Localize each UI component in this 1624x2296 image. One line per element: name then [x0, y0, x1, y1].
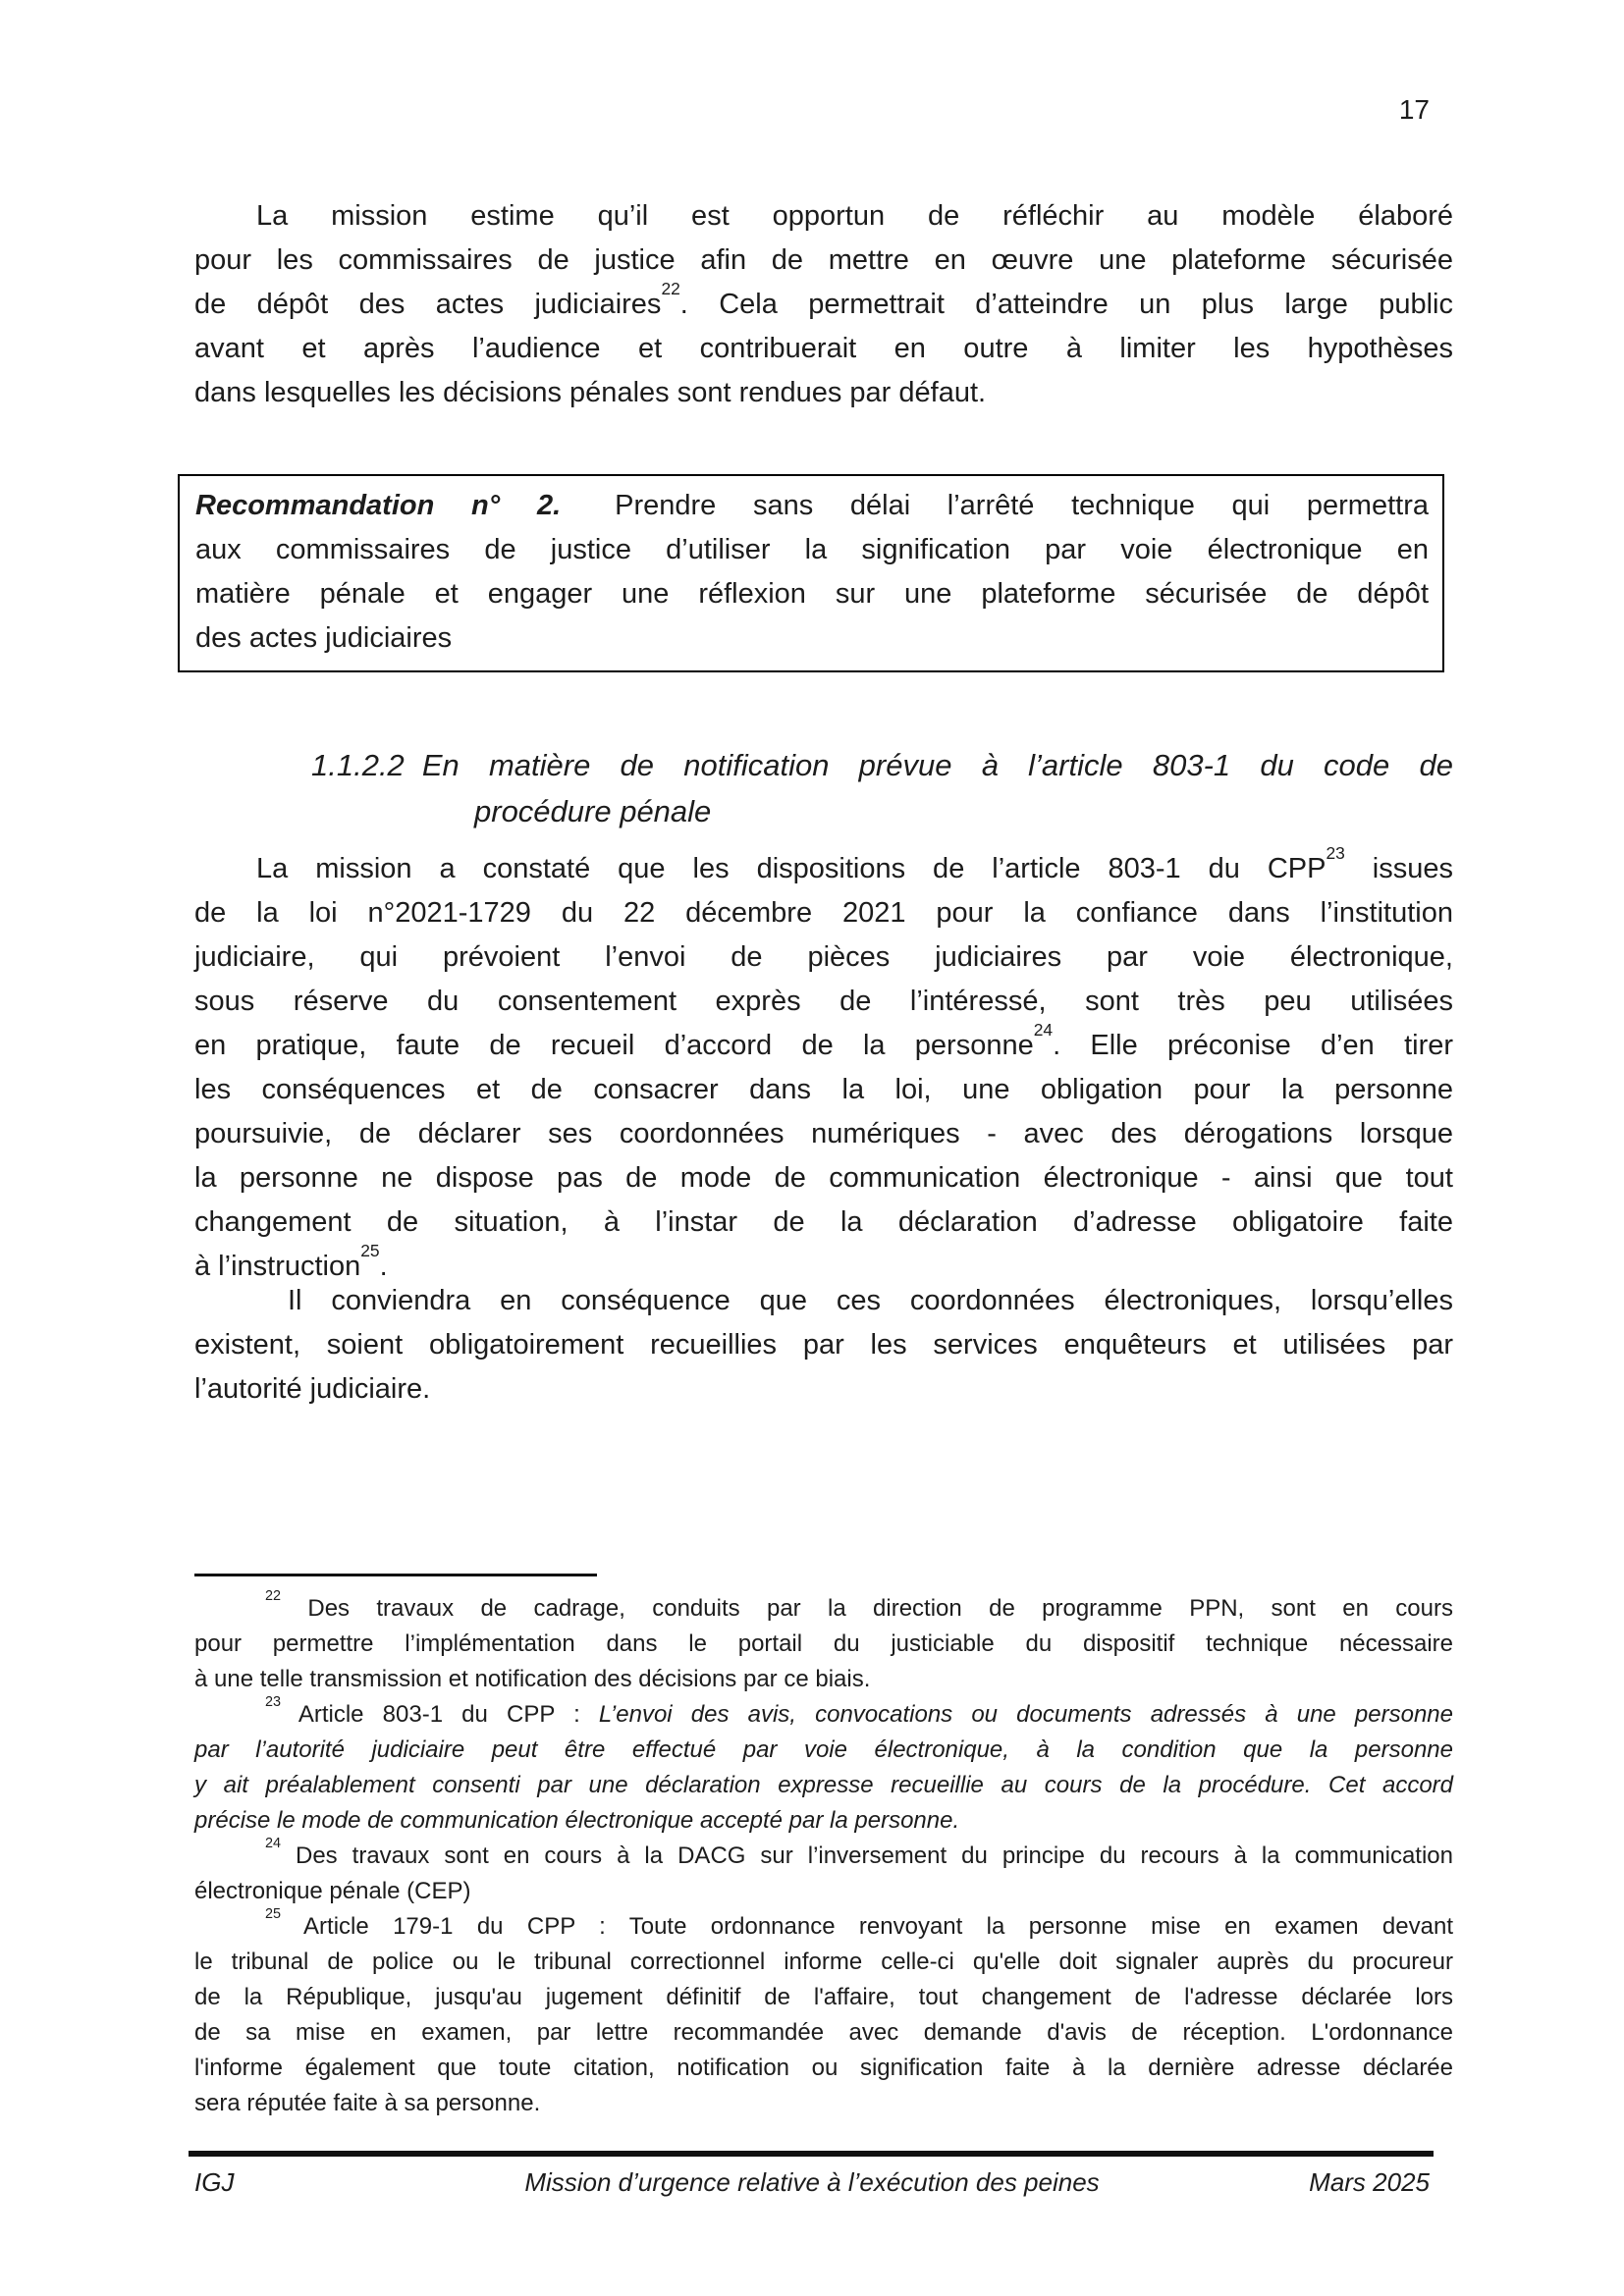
text-line: [194, 1980, 1453, 2015]
footnote-23: [194, 1693, 1453, 1839]
recommendation-box: [178, 474, 1444, 672]
text-line: [194, 935, 1453, 980]
page-number: 17: [1398, 94, 1430, 125]
text-segment: l'informe également que toute citation, notification ou signification faite à la dernière adresse déclarée: [194, 2055, 1453, 2081]
text-segment: judiciaire, qui prévoient l’envoi de pièces judiciaires par voie électronique,: [194, 941, 1453, 973]
text-segment: précise le mode de communication électronique accepté par la personne.: [194, 1807, 960, 1834]
text-segment: à l’instruction: [194, 1251, 361, 1282]
text-segment: la personne ne dispose pas de mode de communication électronique - ainsi que tout: [194, 1162, 1453, 1194]
text-segment: l’autorité judiciaire.: [194, 1373, 431, 1405]
text-segment: issues: [1344, 853, 1453, 884]
text-segment: de la loi n°2021-1729 du 22 décembre 2021 pour la confiance dans l’institution: [194, 897, 1453, 929]
text-line: [194, 327, 1453, 371]
text-line: [194, 1068, 1453, 1112]
text-line: [194, 1905, 1453, 1945]
text-segment: en pratique, faute de recueil d’accord de la personne: [194, 1030, 1034, 1061]
text-segment: sous réserve du consentement exprès de l’intéressé, sont très peu utilisées: [194, 986, 1453, 1017]
text-line: [194, 1587, 1453, 1627]
text-line: [194, 1279, 1453, 1323]
text-segment: le tribunal de police ou le tribunal correctionnel informe celle-ci qu'elle doit signaler auprès du procureur: [194, 1949, 1453, 1975]
text-segment: à une telle transmission et notification des décisions par ce biais.: [194, 1666, 871, 1692]
text-segment: dans lesquelles les décisions pénales sont rendues par défaut.: [194, 377, 987, 408]
text-line: [194, 891, 1453, 935]
text-segment: y ait préalablement consenti par une déclaration expresse recueillie au cours de la procédure. Cet accord: [194, 1772, 1453, 1798]
footer-org: IGJ: [194, 2167, 235, 2197]
text-line: [194, 788, 1453, 834]
text-line: [194, 1662, 1453, 1697]
text-line: [194, 1693, 1453, 1733]
text-line: [194, 1835, 1453, 1874]
text-line: [194, 842, 1453, 891]
footnote-reference: 22: [265, 1587, 282, 1604]
text-line: [194, 1323, 1453, 1367]
footer-rule: [189, 2151, 1434, 2157]
text-line: [194, 2086, 1453, 2121]
paragraph-article-803-1: [194, 842, 1454, 1289]
footnote-reference: 24: [265, 1835, 282, 1851]
text-segment: par l’autorité judiciaire peut être effectué par voie électronique, à la condition que la personne: [194, 1736, 1453, 1763]
footnote-25: [194, 1905, 1453, 2121]
footnote-reference: 24: [1033, 1019, 1054, 1040]
text-segment: Article 179-1 du CPP : Toute ordonnance renvoyant la personne mise en examen devant: [281, 1913, 1453, 1940]
text-line: [194, 2051, 1453, 2086]
text-line: [194, 1156, 1453, 1201]
text-line: [194, 194, 1453, 239]
text-segment: aux commissaires de justice d’utiliser la signification par voie électronique en: [195, 534, 1429, 565]
text-line: [194, 1733, 1453, 1768]
footer-date: Mars 2025: [1309, 2167, 1430, 2197]
text-segment: 1.1.2.2: [311, 748, 405, 782]
text-line: [195, 616, 1429, 661]
text-segment: L’envoi des avis, convocations ou documents adressés à une personne: [598, 1701, 1453, 1728]
footnote-24: [194, 1835, 1453, 1909]
text-segment: pour les commissaires de justice afin de mettre en œuvre une plateforme sécurisée: [194, 244, 1453, 276]
text-segment: .: [379, 1251, 388, 1282]
text-segment: Recommandation n° 2.: [195, 490, 562, 521]
footnote-22: [194, 1587, 1453, 1697]
text-segment: pour permettre l’implémentation dans le portail du justiciable du dispositif technique nécessaire: [194, 1630, 1453, 1657]
text-segment: La mission estime qu’il est opportun de réfléchir au modèle élaboré: [256, 200, 1453, 232]
text-line: [194, 1201, 1453, 1245]
footnote-reference: 22: [661, 278, 680, 298]
paragraph-intro: [194, 194, 1453, 415]
text-line: [195, 484, 1429, 528]
text-segment: Article 803-1 du CPP :: [281, 1701, 599, 1728]
text-segment: poursuivie, de déclarer ses coordonnées numériques - avec des dérogations lorsque: [194, 1118, 1453, 1149]
footnote-separator-rule: [194, 1574, 597, 1576]
text-segment: de dépôt des actes judiciaires: [194, 289, 662, 320]
text-line: [194, 371, 1453, 415]
text-line: [194, 742, 1453, 788]
text-line: [194, 2015, 1453, 2051]
text-segment: . Elle préconise d’en tirer: [1053, 1030, 1454, 1061]
text-segment: de sa mise en examen, par lettre recommandée avec demande d'avis de réception. L'ordonnance: [194, 2019, 1453, 2046]
text-segment: La mission a constaté que les dispositions de l’article 803-1 du CPP: [256, 853, 1326, 884]
text-line: [194, 1367, 1453, 1412]
paragraph-conclusion: [194, 1279, 1453, 1412]
text-segment: . Cela permettrait d’atteindre un plus large public: [679, 289, 1453, 320]
text-segment: de la République, jusqu'au jugement définitif de l'affaire, tout changement de l'adresse déclarée lors: [194, 1984, 1453, 2010]
text-segment: procédure pénale: [474, 794, 712, 828]
text-line: [195, 572, 1429, 616]
text-segment: changement de situation, à l’instar de la déclaration d’adresse obligatoire faite: [194, 1206, 1453, 1238]
text-segment: électronique pénale (CEP): [194, 1878, 471, 1904]
text-segment: des actes judiciaires: [195, 622, 453, 654]
text-line: [194, 1112, 1453, 1156]
text-line: [194, 980, 1453, 1024]
footnote-reference: 25: [265, 1905, 282, 1922]
text-segment: avant et après l’audience et contribuerait en outre à limiter les hypothèses: [194, 333, 1453, 364]
text-segment: Prendre sans délai l’arrêté technique qui permettra: [615, 490, 1429, 521]
section-heading-1-1-2-2: [194, 742, 1453, 834]
text-segment: Il conviendra en conséquence que ces coordonnées électroniques, lorsqu’elles: [288, 1285, 1453, 1316]
text-line: [195, 528, 1429, 572]
text-segment: les conséquences et de consacrer dans la loi, une obligation pour la personne: [194, 1074, 1453, 1105]
text-line: [194, 1019, 1454, 1068]
footnote-reference: 23: [265, 1693, 282, 1710]
text-segment: sera réputée faite à sa personne.: [194, 2090, 541, 2116]
text-line: [194, 239, 1453, 283]
text-segment: existent, soient obligatoirement recueillies par les services enquêteurs et utilisées par: [194, 1329, 1453, 1361]
text-line: [194, 1874, 1453, 1909]
text-line: [194, 1803, 1453, 1839]
footnotes-section: [194, 1587, 1453, 2121]
footer-title: Mission d’urgence relative à l’exécution des peines: [524, 2167, 1100, 2197]
text-segment: matière pénale et engager une réflexion sur une plateforme sécurisée de dépôt: [195, 578, 1429, 610]
page-footer: [194, 2163, 1430, 2202]
text-line: [194, 1768, 1453, 1803]
text-line: [194, 1627, 1453, 1662]
text-line: [194, 1945, 1453, 1980]
footnote-reference: 23: [1326, 842, 1345, 863]
footnote-reference: 25: [360, 1240, 380, 1260]
text-line: [194, 278, 1453, 327]
text-segment: Des travaux de cadrage, conduits par la direction de programme PPN, sont en cours: [281, 1595, 1453, 1622]
text-segment: Des travaux sont en cours à la DACG sur l’inversement du principe du recours à la communication: [281, 1842, 1453, 1869]
text-segment: En matière de notification prévue à l’article 803-1 du code de: [421, 748, 1453, 782]
